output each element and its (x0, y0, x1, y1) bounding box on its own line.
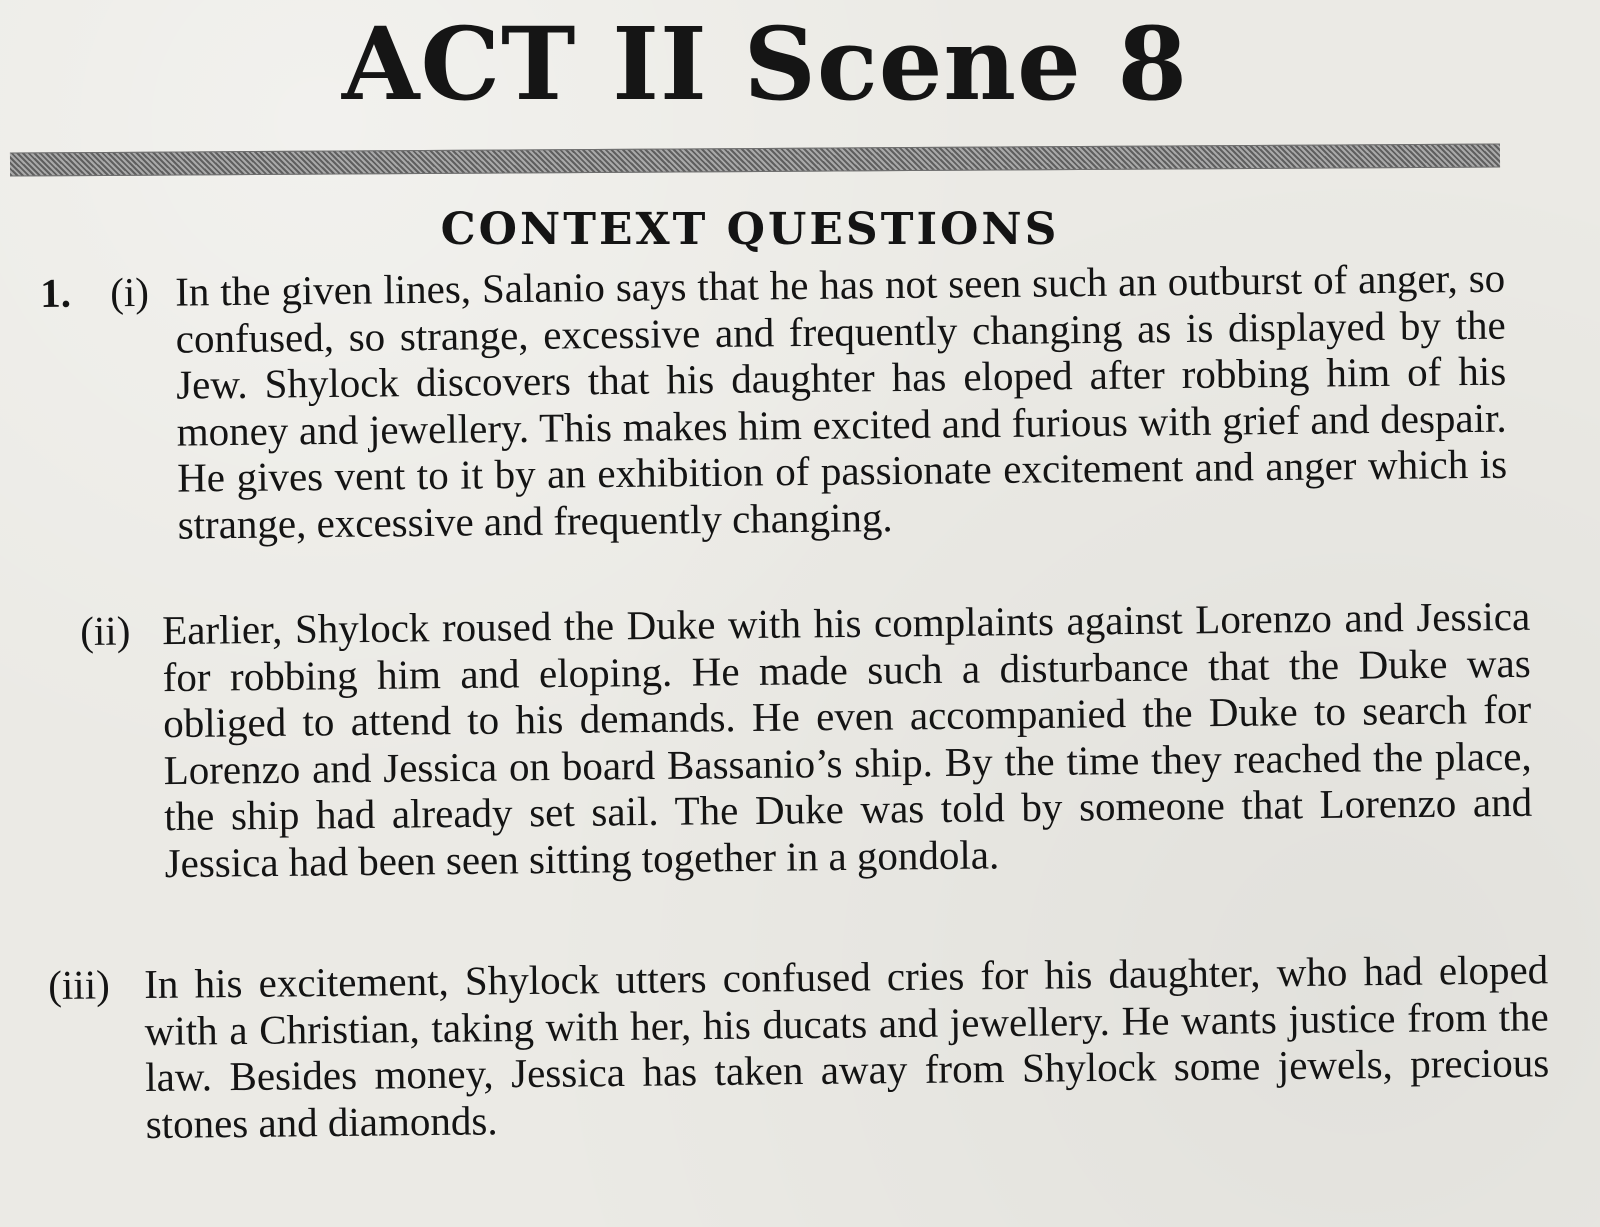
answer-1-i (40, 255, 1508, 549)
part-label: (iii) (48, 961, 110, 1008)
answer-1-ii (80, 593, 1533, 887)
part-label: (i) (109, 268, 150, 316)
answer-text: In his excitement, Shylock utters confused cries for his daughter, who had eloped with a Christian, taking with her, his ducats and jewellery. He wants justice from the law. Besides money, Jessica has taken away from Shylock some jewels, precious stones and diamonds. (143, 946, 1550, 1147)
part-label: (ii) (80, 607, 131, 654)
divider-rule (10, 143, 1500, 176)
page-title: ACT II Scene 8 (341, 5, 1189, 123)
section-heading: CONTEXT QUESTIONS (440, 204, 1060, 255)
answer-text: Earlier, Shylock roused the Duke with his complaints against Lorenzo and Jessica for robbing him and eloping. He made such a disturbance that the Duke was obliged to attend to his demands. He even accompanied the Duke to search for Lorenzo and Jessica on board Bassanio’s ship. By the time they reached the place, the ship had already set sail. The Duke was told by someone that Lorenzo and Jessica had been seen sitting together in a gondola. (161, 592, 1533, 886)
question-number: 1. (40, 269, 72, 316)
answer-text: In the given lines, Salanio says that he has not seen such an outburst of anger, so confused, so strange, excessive and frequently changing as is displayed by the Jew. Shylock discovers that his daughter has eloped after robbing him of his money and jewellery. This makes him excited and furious with grief and despair. He gives vent to it by an exhibition of passionate excitement and anger which is strange, excessive and frequently changing. (174, 254, 1508, 548)
answer-1-iii (48, 946, 1550, 1148)
